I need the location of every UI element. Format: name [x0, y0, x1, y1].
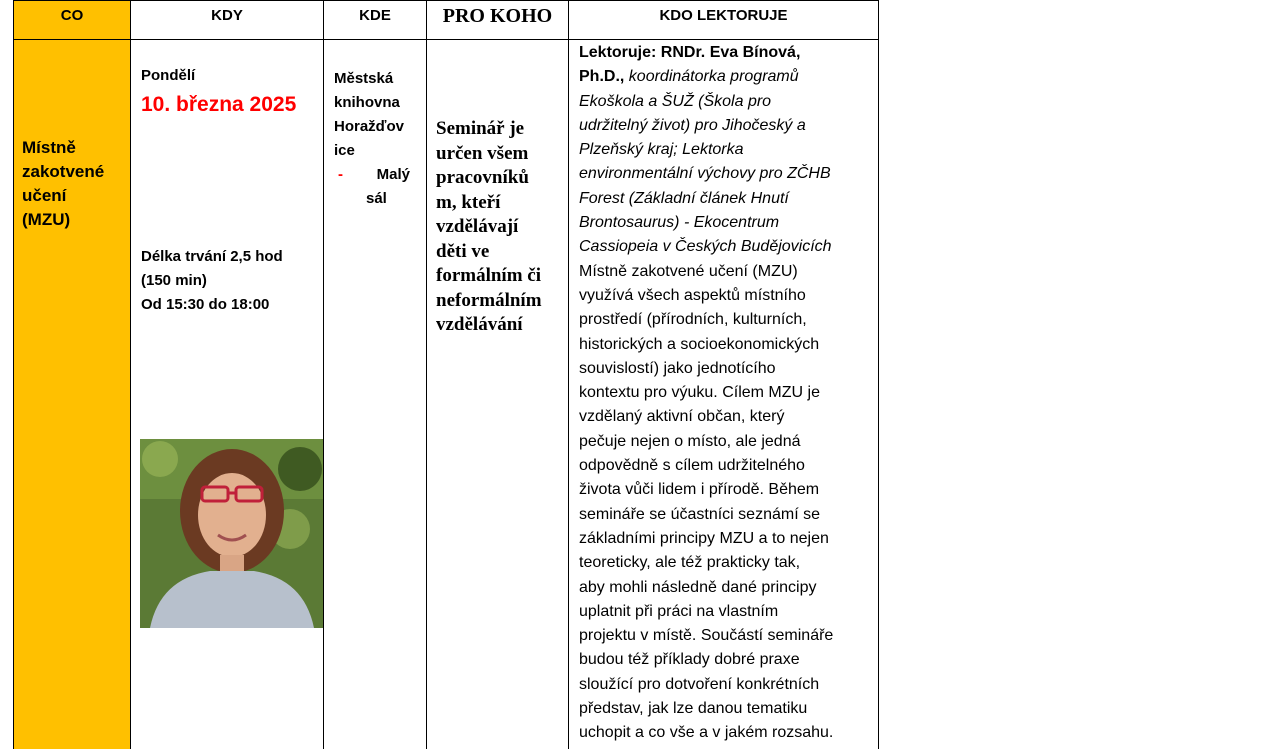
- lecturer-role: Plzeňský kraj; Lektorka: [579, 141, 744, 159]
- description-line: semináře se účastníci seznámí se: [579, 505, 820, 523]
- description-line: kontextu pro výuku. Cílem MZU je: [579, 384, 820, 402]
- description-line: pečuje nejen o místo, ale jedná: [579, 432, 801, 450]
- room-item: [334, 187, 424, 211]
- lecturer-role: Forest (Základní článek Hnutí: [579, 189, 789, 207]
- column-kde: [324, 1, 427, 749]
- day-of-week: Pondělí: [141, 67, 196, 84]
- room-line: sál: [366, 190, 387, 207]
- description-line: představ, jak lze danou tematiku: [579, 700, 808, 718]
- lecturer-role: Brontosaurus) - Ekocentrum: [579, 214, 780, 232]
- lecturer-role: Ekoškola a ŠUŽ (Škola pro: [579, 92, 772, 110]
- description-line: budou též příklady dobré praxe: [579, 651, 800, 669]
- topic-line: (MZU): [22, 210, 71, 229]
- venue-line: Městská: [334, 70, 394, 87]
- portrait-photo-icon: [140, 439, 323, 628]
- audience-line: vzdělávání: [436, 314, 523, 335]
- audience-line: neformálním: [436, 289, 542, 311]
- audience-line: určen všem: [436, 142, 529, 164]
- duration-minutes: (150 min): [141, 272, 207, 289]
- audience-line: formálním či: [436, 265, 542, 286]
- description-line: života vůči lidem i přírodě. Během: [579, 481, 820, 499]
- column-kdo-lektoruje: [569, 1, 879, 749]
- room-item: [334, 163, 424, 187]
- description-line: vzdělaný aktivní občan, který: [579, 408, 785, 426]
- lecturer-role: koordinátorka programů: [624, 68, 799, 86]
- bullet-spacer: [334, 187, 362, 211]
- topic-name: [22, 136, 104, 232]
- header-divider: [14, 39, 879, 40]
- target-audience: [436, 117, 566, 338]
- venue-line: knihovna: [334, 94, 400, 111]
- header-co: CO: [14, 1, 131, 39]
- lecturer-role: Cassiopeia v Českých Budějovicích: [579, 238, 832, 256]
- audience-line: Seminář je: [436, 118, 525, 139]
- description-line: prostředí (přírodních, kulturních,: [579, 311, 807, 329]
- venue-line: ice: [334, 142, 355, 159]
- description-line: uplatnit při práci na vlastním: [579, 602, 779, 620]
- lecturer-role: udržitelný život) pro Jihočeský a: [579, 116, 806, 134]
- lecturer-role: environmentální výchovy pro ZČHB: [579, 165, 831, 183]
- lecturer-description: [579, 41, 875, 746]
- header-kdy: KDY: [211, 7, 243, 24]
- venue-line: Horažďov: [334, 118, 404, 135]
- column-co: [14, 1, 131, 749]
- header-kde: KDE: [359, 7, 391, 24]
- description-line: historických a socioekonomických: [579, 335, 820, 353]
- audience-line: pracovníků: [436, 167, 529, 188]
- audience-line: vzdělávají: [436, 216, 519, 237]
- lecturer-photo: [140, 439, 323, 628]
- description-line: teoreticky, ale též prakticky tak,: [579, 554, 801, 572]
- description-line: sloužící pro dotvoření konkrétních: [579, 675, 820, 693]
- duration-text: Délka trvání 2,5 hod: [141, 248, 283, 265]
- header-kdo-lektoruje: KDO LEKTORUJE: [659, 7, 788, 24]
- description-line: odpovědně s cílem udržitelného: [579, 457, 805, 475]
- event-date: 10. března 2025: [141, 93, 297, 116]
- audience-line: děti ve: [436, 240, 490, 262]
- topic-line: zakotvené: [22, 162, 105, 181]
- bullet-dash: -: [338, 166, 343, 183]
- description-line: souvislostí) jako jednotícího: [579, 359, 776, 377]
- seminar-table: [13, 0, 879, 749]
- room-line: Malý: [376, 166, 410, 183]
- lecturer-degree: Ph.D.,: [579, 68, 625, 86]
- description-line: projektu v místě. Součástí semináře: [579, 627, 834, 645]
- description-line: základními principy MZU a to nejen: [579, 529, 829, 547]
- topic-line: učení: [22, 186, 67, 205]
- duration-info: [141, 245, 321, 317]
- column-pro-koho: [427, 1, 569, 749]
- audience-line: m, kteří: [436, 191, 501, 213]
- time-range: Od 15:30 do 18:00: [141, 296, 270, 313]
- lecturer-title-line: [579, 65, 875, 89]
- description-line: využívá všech aspektů místního: [579, 286, 806, 304]
- description-line: aby mohli následně dané principy: [579, 578, 817, 596]
- description-line: Místně zakotvené učení (MZU): [579, 262, 798, 280]
- co-cell: [14, 40, 130, 749]
- column-kdy: [131, 1, 324, 749]
- description-line: uchopit a co vše a v jakém rozsahu.: [579, 724, 834, 742]
- venue: [334, 67, 424, 211]
- topic-line: Místně: [22, 138, 76, 157]
- lecturer-name: Lektoruje: RNDr. Eva Bínová,: [579, 44, 801, 61]
- header-pro-koho: PRO KOHO: [442, 5, 553, 27]
